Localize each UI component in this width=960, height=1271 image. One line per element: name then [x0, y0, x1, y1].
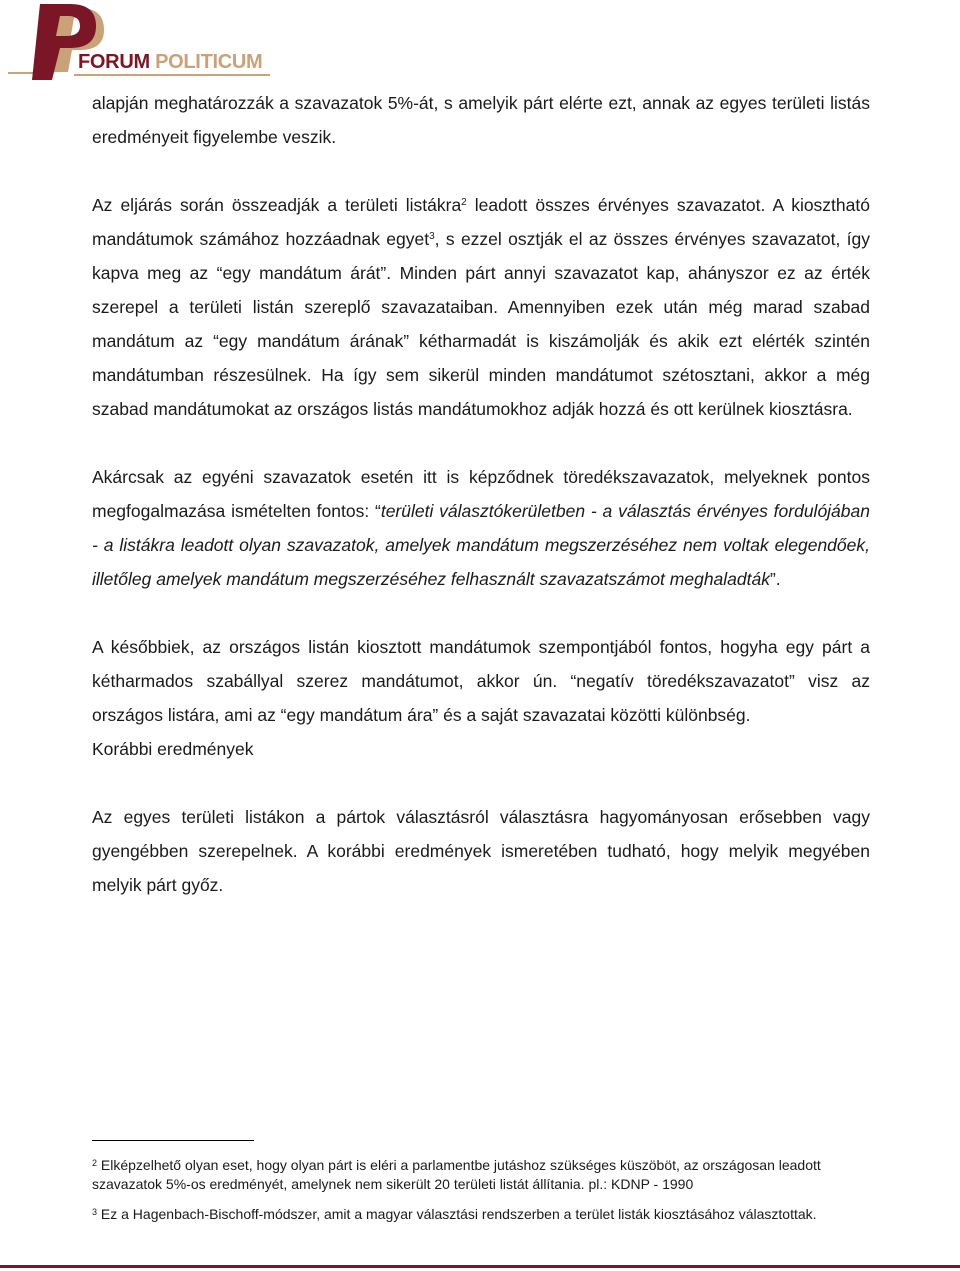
- section-heading: Korábbi eredmények: [92, 739, 254, 759]
- footnote-2: [92, 1156, 852, 1193]
- footnote-divider: [92, 1140, 254, 1141]
- footnote-2-number: 2: [92, 1158, 98, 1168]
- paragraph-4: A későbbiek, az országos listán kiosztott mandátumok szempontjából fontos, hogyha egy párt a kétharmados szabállyal szerez mandátumot, akkor ún. “negatív töredékszavazatot” visz az országos listára, ami az “egy mandátum ára” és a saját szavazatai közötti különbség.: [92, 637, 870, 725]
- paragraph-2-part-a: Az eljárás során összeadják a területi listákra: [92, 195, 462, 215]
- paragraph-3-part-b: ”.: [769, 569, 781, 589]
- footnote-3-text: Ez a Hagenbach-Bischoff-módszer, amit a magyar választási rendszerben a terület listák kiosztásához választottak.: [97, 1206, 817, 1222]
- paragraph-2: [92, 188, 870, 426]
- brand-politicum: POLITICUM: [155, 51, 263, 73]
- paragraph-5: Az egyes területi listákon a pártok választásról választásra hagyományosan erősebben vagy gyengébben szerepelnek. A korábbi eredmények ismeretében tudható, hogy melyik megyében melyik párt győz.: [92, 807, 870, 895]
- paragraph-3-part-a: Akárcsak az egyéni szavazatok esetén itt is képződnek töredékszavazatok, melyeknek pontos megfogalmazása ismételten fontos: “: [92, 467, 870, 521]
- bottom-border: [0, 1265, 960, 1268]
- paragraph-2-part-c: , s ezzel osztják el az összes érvényes szavazatot, így kapva meg az “egy mandátum árát”. Minden párt annyi szavazatot kap, ahányszor ez az érték szerepel a területi listán szereplő szavazataiban. Amennyiben ezek után még marad szabad mandátum az “egy mandátum árának” kétharmadát is kiszámolják és akik ezt elérték szintén mandátumban részesülnek. Ha így sem sikerül minden mandátumot szétosztani, akkor a még szabad mandátumokat az országos listás mandátumokhoz adják hozzá és ott kerülnek kiosztásra.: [92, 229, 870, 419]
- page-header: [0, 0, 960, 90]
- main-text: [92, 86, 870, 902]
- brand-forum: FORUM: [78, 51, 150, 73]
- paragraph-3: [92, 460, 870, 596]
- footnote-2-text: Elképzelhető olyan eset, hogy olyan párt is eléri a parlamentbe jutáshoz szükséges küszöböt, az országosan leadott szavazatok 5%-os eredményét, amelynek nem sikerült 20 területi listát állítania. pl.: KDNP - 1990: [92, 1157, 821, 1192]
- footnote-3: [92, 1205, 852, 1224]
- footnote-ref-3: 3: [429, 231, 435, 242]
- footnote-3-number: 3: [92, 1207, 98, 1217]
- paragraph-3-quote: területi választókerületben - a választás érvényes fordulójában - a listákra leadott olyan szavazatok, amelyek mandátum megszerzéséhez nem voltak elegendőek, illetőleg amelyek mandátum megszerzéséhez felhasznált szavazatszámot meghaladták: [92, 501, 870, 589]
- paragraph-2-part-b: leadott összes érvényes szavazatot. A kiosztható mandátumok számához hozzáadnak egyet: [92, 195, 870, 249]
- footnotes: [92, 1156, 852, 1224]
- paragraph-1: alapján meghatározzák a szavazatok 5%-át, s amelyik párt elérte ezt, annak az egyes területi listás eredményeit figyelembe veszik.: [92, 93, 870, 147]
- footnote-ref-2: 2: [461, 197, 467, 208]
- brand-name: [78, 51, 262, 74]
